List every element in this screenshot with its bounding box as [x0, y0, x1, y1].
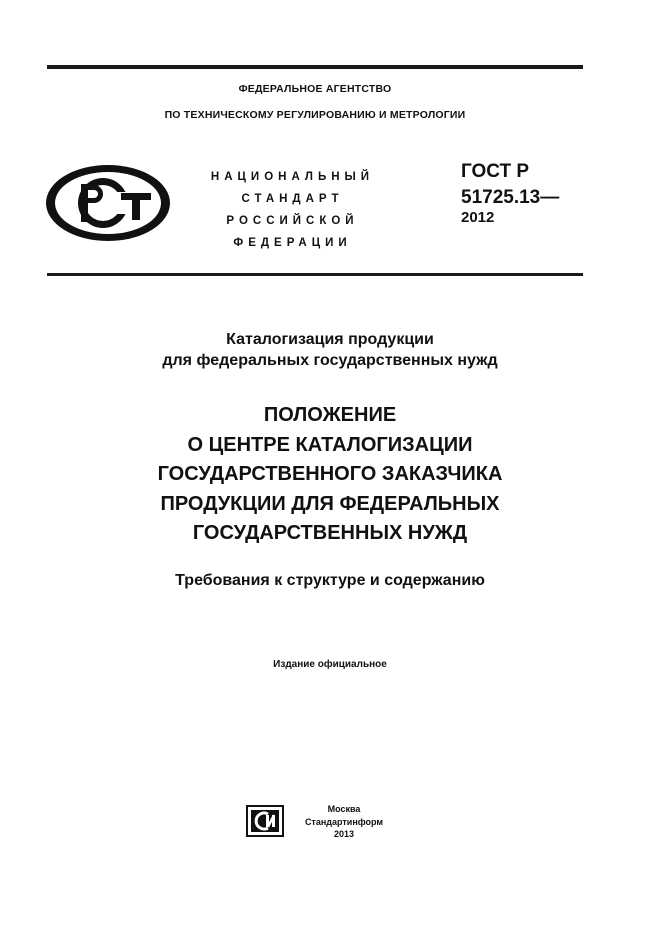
agency-name-line1: ФЕДЕРАЛЬНОЕ АГЕНТСТВО: [238, 83, 392, 95]
category-line: для федеральных государственных нужд: [162, 352, 498, 369]
standard-type-line: НАЦИОНАЛЬНЫЙ: [210, 171, 375, 183]
document-subtitle: Требования к структуре и содержанию: [175, 572, 485, 589]
gost-number: 51725.13—: [461, 187, 560, 208]
standard-type-block: [190, 166, 395, 254]
middle-rule: [47, 273, 583, 276]
title-line: ПРОДУКЦИИ ДЛЯ ФЕДЕРАЛЬНЫХ: [160, 492, 500, 515]
agency-name-line2: ПО ТЕХНИЧЕСКОМУ РЕГУЛИРОВАНИЮ И МЕТРОЛОГИИ: [164, 109, 466, 121]
gost-label: ГОСТ Р: [461, 161, 530, 182]
standard-type-line: ФЕДЕРАЦИИ: [233, 237, 352, 249]
document-title: [47, 401, 613, 549]
publisher-city: Москва: [327, 804, 361, 814]
title-line: ГОСУДАРСТВЕННЫХ НУЖД: [192, 522, 468, 544]
standard-type-line: РОССИЙСКОЙ: [226, 215, 359, 227]
gost-year: 2012: [461, 209, 495, 226]
top-rule: [47, 65, 583, 69]
edition-label: Издание официальное: [273, 659, 387, 670]
standartinform-logo-icon: [246, 805, 284, 837]
publisher-name: Стандартинформ: [304, 816, 384, 827]
title-line: О ЦЕНТРЕ КАТАЛОГИЗАЦИИ: [187, 433, 473, 456]
rst-gost-logo-icon: [43, 162, 173, 244]
publisher-block: [304, 803, 384, 841]
publisher-year: 2013: [333, 829, 355, 839]
title-line: ПОЛОЖЕНИЕ: [263, 404, 397, 426]
standard-type-line: СТАНДАРТ: [241, 193, 344, 205]
document-category: [47, 329, 613, 371]
title-line: ГОСУДАРСТВЕННОГО ЗАКАЗЧИКА: [157, 463, 503, 485]
category-line: Каталогизация продукции: [226, 331, 434, 348]
